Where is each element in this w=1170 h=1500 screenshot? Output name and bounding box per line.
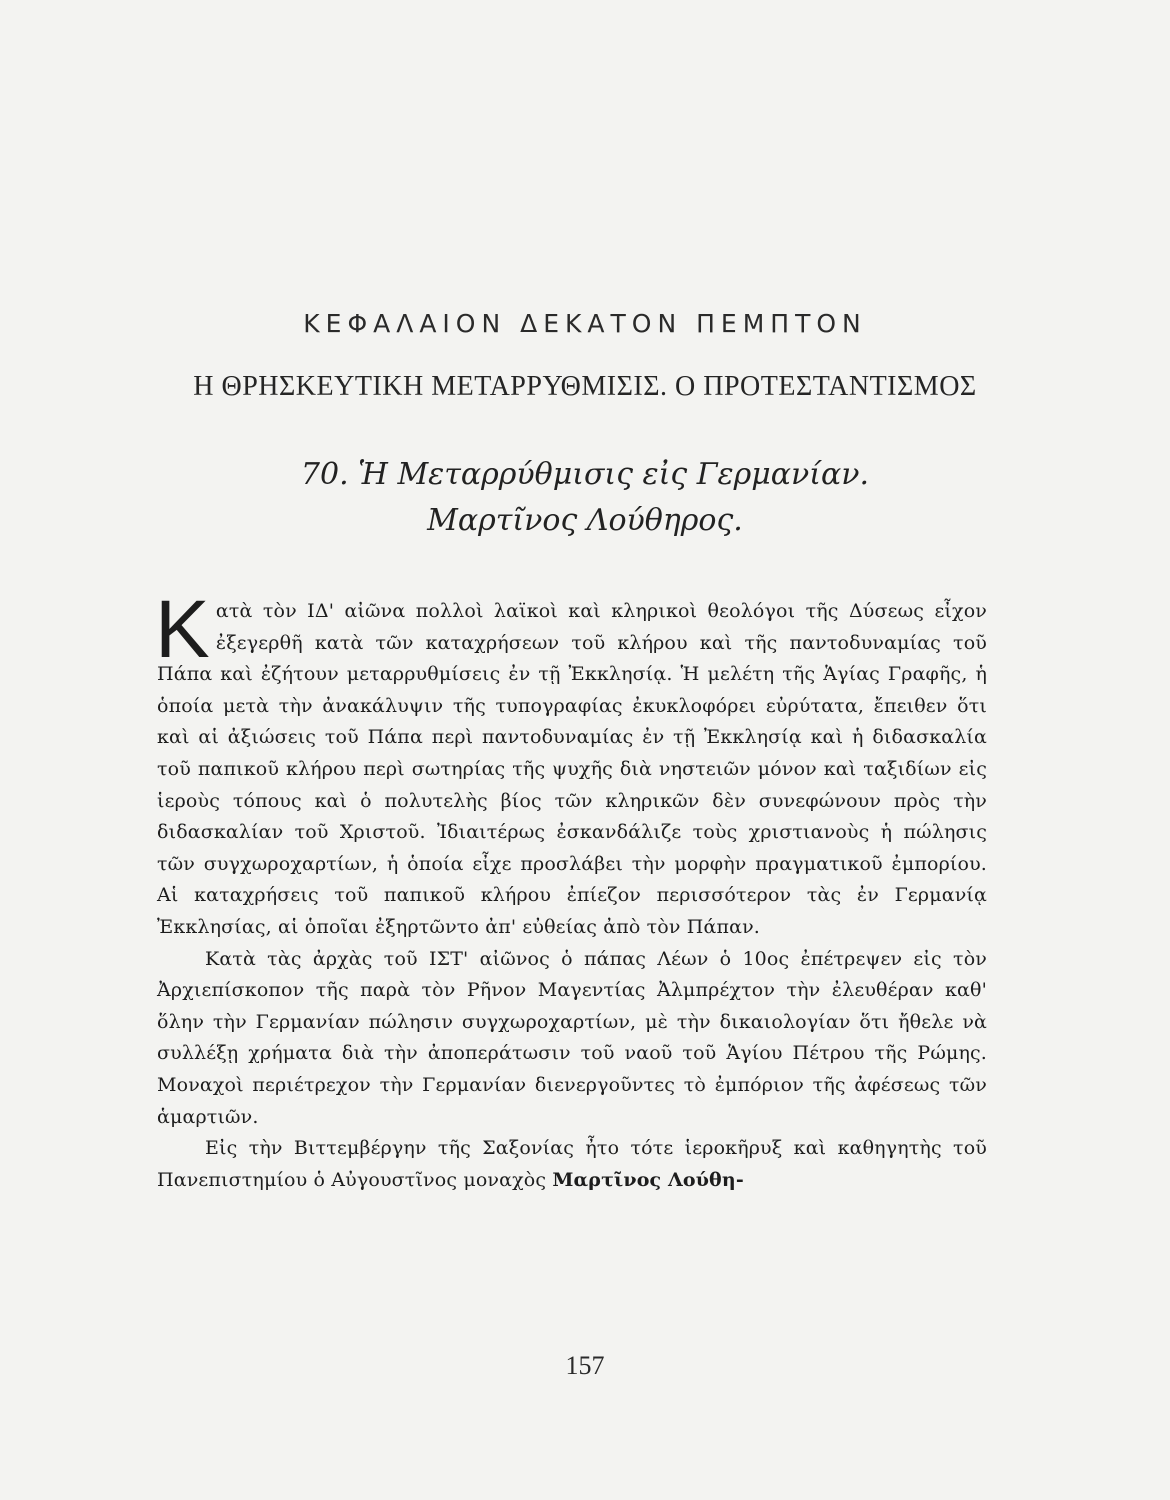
paragraph-3 (157, 1133, 987, 1196)
body-text (155, 584, 987, 1196)
bold-name: Μαρτῖνος Λούθη- (552, 1168, 744, 1191)
chapter-title: Η ΘΡΗΣΚΕΥΤΙΚΗ ΜΕΤΑΡΡΥΘΜΙΣΙΣ. Ο ΠΡΟΤΕΣΤΑΝΤΙΣΜΟΣ (193, 371, 977, 402)
drop-cap: Κ (155, 584, 210, 675)
page-number: 157 (565, 1351, 605, 1380)
section-heading-line-2: Μαρτῖνος Λούθηρος. (427, 503, 743, 538)
paragraph-3-text: Εἰς τὴν Βιττεμβέργην τῆς Σαξονίας ἦτο τότε ἱεροκῆρυξ καὶ καθηγητὴς τοῦ Πανεπιστημίου ὁ Αὐγουστῖνος μοναχὸς (157, 1137, 987, 1191)
paragraph-1-text: ατὰ τὸν ΙΔ' αἰῶνα πολλοὶ λαϊκοὶ καὶ κληρικοὶ θεολόγοι τῆς Δύσεως εἶχον ἐξεγερθῆ κατὰ τῶν καταχρήσεων τοῦ κλήρου καὶ τῆς παντοδυναμίας τοῦ Πάπα καὶ ἐζήτουν μεταρρυθμίσεις ἐν τῇ Ἐκκλησίᾳ. Ἡ μελέτη τῆς Ἁγίας Γραφῆς, ἡ ὁποία μετὰ τὴν ἀνακάλυψιν τῆς τυπογραφίας ἐκυκλοφόρει εὐρύτατα, ἔπειθεν ὅτι καὶ αἱ ἀξιώσεις τοῦ Πάπα περὶ παντοδυναμίας ἐν τῇ Ἐκκλησίᾳ καὶ ἡ διδασκαλία τοῦ παπικοῦ κλήρου περὶ σωτηρίας τῆς ψυχῆς διὰ νηστειῶν μόνον καὶ ταξιδίων εἰς ἱεροὺς τόπους καὶ ὁ πολυτελὴς βίος τῶν κληρικῶν δὲν συνεφώνουν πρὸς τὴν διδασκαλίαν τοῦ Χριστοῦ. Ἰδιαιτέρως ἐσκανδάλιζε τοὺς χριστιανοὺς ἡ πώλησις τῶν συγχωροχαρτίων, ἡ ὁποία εἶχε προσλάβει τὴν μορφὴν πραγματικοῦ ἐμπορίου. Αἱ καταχρήσεις τοῦ παπικοῦ κλήρου ἐπίεζον περισσότερον τὰς ἐν Γερμανίᾳ Ἐκκλησίας, αἱ ὁποῖαι ἐξηρτῶντο ἀπ' εὐθείας ἀπὸ τὸν Πάπαν. (157, 600, 987, 938)
chapter-label: ΚΕΦΑΛΑΙΟΝ ΔΕΚΑΤΟΝ ΠΕΜΠΤΟΝ (303, 309, 867, 338)
section-heading-line-1: 70. Ἡ Μεταρρύθμισις εἰς Γερμανίαν. (300, 457, 870, 492)
paragraph-1 (155, 584, 987, 944)
section-heading (0, 452, 1170, 544)
paragraph-2 (157, 944, 987, 1134)
paragraph-2-text: Κατὰ τὰς ἀρχὰς τοῦ ΙΣΤ' αἰῶνος ὁ πάπας Λέων ὁ 10ος ἐπέτρεψεν εἰς τὸν Ἀρχιεπίσκοπον τῆς παρὰ τὸν Ρῆνον Μαγεντίας Ἀλμπρέχτον τὴν ἐλευθέραν καθ' ὅλην τὴν Γερμανίαν πώλησιν συγχωροχαρτίων, μὲ τὴν δικαιολογίαν ὅτι ἤθελε νὰ συλλέξῃ χρήματα διὰ τὴν ἀποπεράτωσιν τοῦ ναοῦ τοῦ Ἁγίου Πέτρου τῆς Ρώμης. Μοναχοὶ περιέτρεχον τὴν Γερμανίαν διενεργοῦντες τὸ ἐμπόριον τῆς ἀφέσεως τῶν ἁμαρτιῶν. (157, 947, 987, 1128)
